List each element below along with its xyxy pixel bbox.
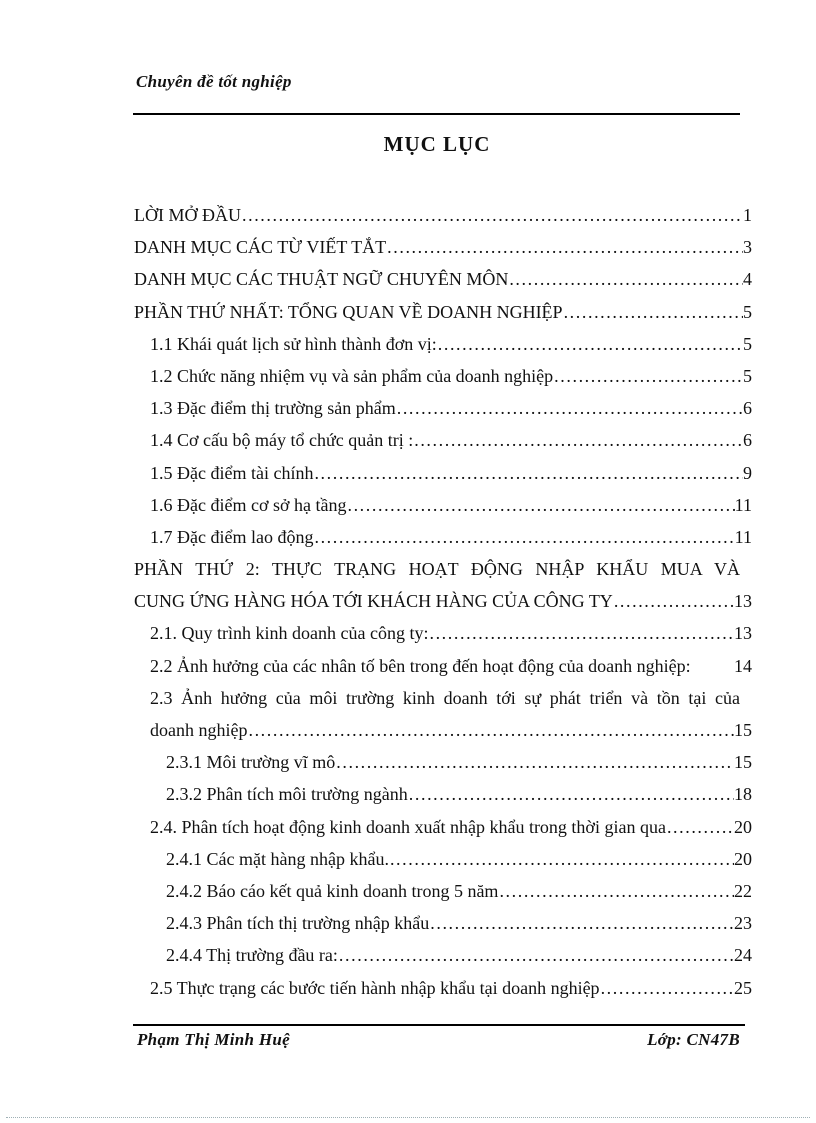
toc-page-number: 3 xyxy=(743,237,752,258)
toc-entry-title: 2.4. Phân tích hoạt động kinh doanh xuất nhập khẩu trong thời gian qua xyxy=(150,816,666,837)
running-footer xyxy=(137,1030,740,1050)
toc-dot-leader xyxy=(389,843,734,875)
footer-class-label: Lớp: CN47B xyxy=(647,1030,740,1049)
toc-dot-leader xyxy=(241,199,743,231)
toc-entry[interactable] xyxy=(134,843,752,875)
toc-dot-leader xyxy=(428,617,734,649)
toc-dot-leader xyxy=(247,714,734,746)
toc-dot-leader xyxy=(508,263,743,295)
toc-entry-title: 2.4.2 Báo cáo kết quả kinh doanh trong 5 năm xyxy=(166,880,499,901)
toc-page-number: 13 xyxy=(734,623,752,644)
toc-entry-title: DANH MỤC CÁC THUẬT NGỮ CHUYÊN MÔN xyxy=(134,269,509,290)
toc-entry-title: 2.1. Quy trình kinh doanh của công ty: xyxy=(150,623,429,644)
toc-page-number: 18 xyxy=(734,784,752,805)
toc-entry[interactable] xyxy=(134,907,752,939)
toc-entry[interactable] xyxy=(134,714,752,746)
toc-entry[interactable] xyxy=(134,360,752,392)
toc-dot-leader xyxy=(408,778,734,810)
toc-entry-title: 2.5 Thực trạng các bước tiến hành nhập khẩu tại doanh nghiệp xyxy=(150,977,600,998)
doc-type-label: Chuyên đề tốt nghiệp xyxy=(136,72,292,91)
running-header xyxy=(136,72,292,92)
toc-entry-title: 1.2 Chức năng nhiệm vụ và sản phẩm của doanh nghiệp xyxy=(150,365,554,386)
toc-dot-leader xyxy=(396,392,743,424)
toc-dot-leader xyxy=(346,489,734,521)
toc-dot-leader xyxy=(429,907,734,939)
toc-dot-leader xyxy=(335,746,734,778)
toc-entry[interactable] xyxy=(134,392,752,424)
toc-entry[interactable] xyxy=(134,875,752,907)
toc-page-number: 23 xyxy=(734,913,752,934)
toc-entry[interactable] xyxy=(134,617,752,649)
toc-entry-title: 2.3.1 Môi trường vĩ mô xyxy=(166,752,336,773)
toc-entry[interactable] xyxy=(134,328,752,360)
toc-page-number: 4 xyxy=(743,269,752,290)
toc-entry[interactable] xyxy=(134,199,752,231)
toc-entry[interactable] xyxy=(134,521,752,553)
toc-entry-title: 1.5 Đặc điểm tài chính xyxy=(150,462,314,483)
toc-entry[interactable] xyxy=(134,811,752,843)
toc-page-number: 1 xyxy=(743,205,752,225)
toc-entry-title: 2.2 Ảnh hưởng của các nhân tố bên trong đến hoạt động của doanh nghiệp: xyxy=(150,655,691,676)
toc-entry-title: 2.3.2 Phân tích môi trường ngành xyxy=(166,784,408,805)
toc-entry[interactable] xyxy=(134,424,752,456)
toc-entry[interactable] xyxy=(134,489,752,521)
toc-dot-leader xyxy=(437,328,743,360)
toc-dot-leader xyxy=(498,875,734,907)
table-of-contents xyxy=(134,199,752,1004)
toc-entry-title: 2.4.1 Các mặt hàng nhập khẩu. xyxy=(166,848,389,869)
toc-entry[interactable] xyxy=(134,296,752,328)
toc-entry-title: 1.7 Đặc điểm lao động xyxy=(150,526,314,547)
toc-entry-title: 1.4 Cơ cấu bộ máy tổ chức quản trị : xyxy=(150,430,414,451)
toc-page-number: 5 xyxy=(743,301,752,322)
toc-entry-wrapped-first-line[interactable]: 2.3 Ảnh hưởng của môi trường kinh doanh tới sự phát triển và tồn tại của xyxy=(150,687,740,708)
toc-page-number: 25 xyxy=(734,977,752,998)
toc-entry-title: 1.3 Đặc điểm thị trường sản phẩm xyxy=(150,398,396,419)
toc-dot-leader xyxy=(313,521,734,553)
toc-entry-title: 2.4.4 Thị trường đầu ra: xyxy=(166,945,338,966)
toc-page-number: 11 xyxy=(734,494,752,515)
toc-entry-title: LỜI MỞ ĐẦU xyxy=(134,205,241,225)
page-bottom-dotted-rule xyxy=(6,1117,810,1118)
toc-page-number: 14 xyxy=(734,655,752,676)
toc-entry-title: 1.1 Khái quát lịch sử hình thành đơn vị: xyxy=(150,333,437,354)
toc-dot-leader xyxy=(338,939,734,971)
toc-entry-title: DANH MỤC CÁC TỪ VIẾT TẮT xyxy=(134,237,387,258)
toc-entry[interactable] xyxy=(134,263,752,295)
toc-page-number: 5 xyxy=(743,365,752,386)
toc-dot-leader xyxy=(563,296,743,328)
toc-entry[interactable] xyxy=(134,746,752,778)
toc-entry[interactable] xyxy=(134,972,752,1004)
toc-dot-leader xyxy=(613,585,734,617)
toc-entry-title: CUNG ỨNG HÀNG HÓA TỚI KHÁCH HÀNG CỦA CÔNG TY xyxy=(134,591,613,612)
page-title: MỤC LỤC xyxy=(383,132,491,156)
toc-entry[interactable] xyxy=(134,650,752,682)
toc-entry[interactable] xyxy=(134,939,752,971)
header-rule xyxy=(133,113,740,115)
toc-page-number: 15 xyxy=(734,752,752,773)
toc-page-number: 24 xyxy=(734,945,752,966)
footer-rule xyxy=(133,1024,745,1026)
toc-dot-leader xyxy=(666,811,734,843)
toc-page-number: 6 xyxy=(743,430,752,451)
toc-entry[interactable] xyxy=(134,231,752,263)
toc-page-number: 11 xyxy=(734,526,752,547)
toc-page-number: 20 xyxy=(734,816,752,837)
toc-entry-title: 1.6 Đặc điểm cơ sở hạ tầng xyxy=(150,494,347,515)
toc-dot-leader xyxy=(413,424,743,456)
toc-dot-leader xyxy=(553,360,743,392)
toc-dot-leader xyxy=(386,231,743,263)
toc-entry-title: PHẦN THỨ NHẤT: TỔNG QUAN VỀ DOANH NGHIỆP xyxy=(134,301,563,322)
toc-page-number: 6 xyxy=(743,398,752,419)
toc-dot-leader xyxy=(313,457,743,489)
toc-entry[interactable] xyxy=(134,778,752,810)
footer-author: Phạm Thị Minh Huệ xyxy=(137,1030,290,1049)
toc-page-number: 13 xyxy=(734,591,752,612)
toc-entry[interactable] xyxy=(134,457,752,489)
toc-page-number: 5 xyxy=(743,333,752,354)
toc-dot-leader xyxy=(600,972,734,1004)
toc-page-number: 9 xyxy=(743,462,752,483)
toc-entry-title: doanh nghiệp xyxy=(150,720,248,740)
toc-entry-title: 2.4.3 Phân tích thị trường nhập khẩu xyxy=(166,913,430,934)
toc-entry[interactable] xyxy=(134,585,752,617)
toc-page-number: 15 xyxy=(734,720,752,740)
toc-entry-wrapped-first-line[interactable]: PHẦN THỨ 2: THỰC TRẠNG HOẠT ĐỘNG NHẬP KHẨU MUA VÀ xyxy=(134,559,740,580)
toc-page-number: 20 xyxy=(734,848,752,869)
toc-page-number: 22 xyxy=(734,880,752,901)
